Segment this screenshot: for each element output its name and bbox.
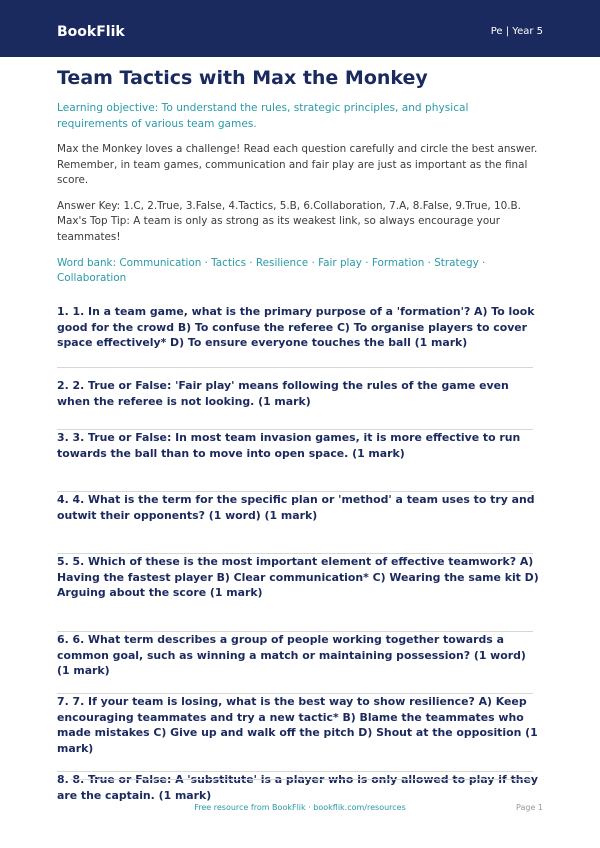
intro-paragraph: Max the Monkey loves a challenge! Read each question carefully and circle the best answer. Remember, in team games, communication and fair play are just as important as the final score. <box>57 143 538 186</box>
question-item <box>57 553 542 631</box>
worksheet-body <box>57 66 542 821</box>
question-item <box>57 631 542 693</box>
question-item <box>57 491 542 553</box>
question-item <box>57 429 542 491</box>
subject-year-label: Pe | Year 5 <box>490 26 543 37</box>
brand-logo-text: BookFlik <box>57 24 125 40</box>
question-text: 5. 5. Which of these is the most important element of effective teamwork? A) Having the fastest player B) Clear communication* C) Wearing the same kit D) Arguing about the score (1 mark) <box>57 555 539 600</box>
footer-credit-link[interactable]: Free resource from BookFlik · bookflik.com/resources <box>194 803 406 812</box>
question-text: 2. 2. True or False: 'Fair play' means following the rules of the game even when the referee is not looking. (1 mark) <box>57 379 509 408</box>
page-number: Page 1 <box>516 803 543 812</box>
question-text: 1. 1. In a team game, what is the primary purpose of a 'formation'? A) To look good for the crowd B) To confuse the referee C) To organise players to cover space effectively* D) To ensure everyone touches the ball (1 mark) <box>57 305 535 350</box>
learning-objective: Learning objective: To understand the rules, strategic principles, and physical requirements of various team games. <box>57 102 469 130</box>
question-item <box>57 367 542 429</box>
answer-key: Answer Key: 1.C, 2.True, 3.False, 4.Tactics, 5.B, 6.Collaboration, 7.A, 8.False, 9.True, 10.B. Max's Top Tip: A team is only as strong as its weakest link, so always encourage your teammates! <box>57 199 521 243</box>
answer-line <box>57 367 533 368</box>
question-text: 3. 3. True or False: In most team invasion games, it is more effective to run towards the ball than to move into open space. (1 mark) <box>57 431 521 460</box>
question-text: 7. 7. If your team is losing, what is the best way to show resilience? A) Keep encouraging teammates and try a new tactic* B) Blame the teammates who made mistakes C) Give up and walk off the pitch D) Shout at the opposition (1 mark) <box>57 695 538 755</box>
question-item <box>57 693 542 771</box>
question-text: 6. 6. What term describes a group of people working together towards a common goal, such as winning a match or maintaining possession? (1 word) (1 mark) <box>57 633 526 678</box>
worksheet-title: Team Tactics with Max the Monkey <box>57 67 428 89</box>
word-bank: Word bank: Communication · Tactics · Resilience · Fair play · Formation · Strategy · Collaboration <box>57 257 486 284</box>
question-text: 8. 8. True or False: A 'substitute' is a player who is only allowed to play if they are the captain. (1 mark) <box>57 773 539 802</box>
page-header <box>0 0 600 57</box>
footer-divider <box>70 779 532 780</box>
question-text: 4. 4. What is the term for the specific plan or 'method' a team uses to try and outwit their opponents? (1 word) (1 mark) <box>57 493 535 522</box>
question-list <box>57 304 542 821</box>
question-item <box>57 304 542 367</box>
